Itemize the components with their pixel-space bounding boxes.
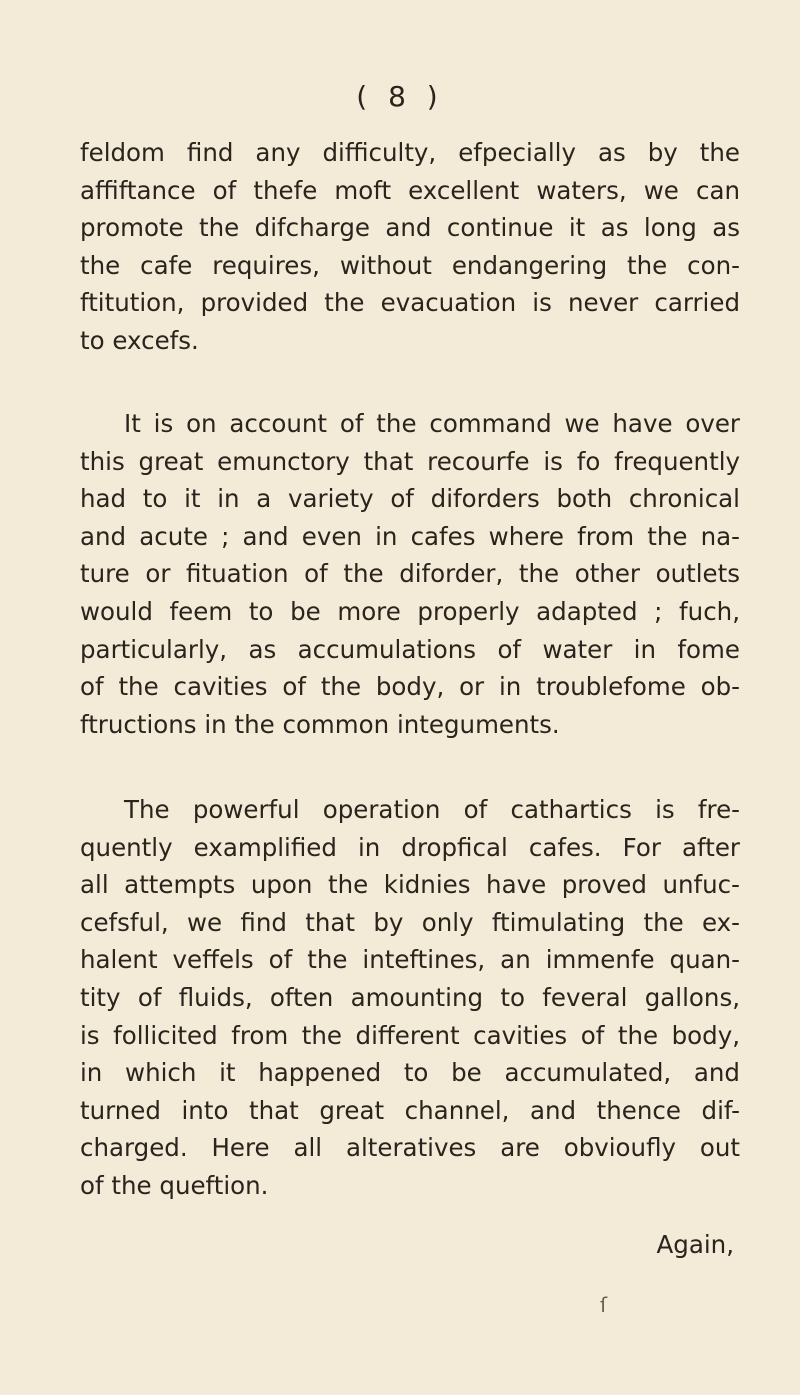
text-line: charged. Here all alteratives are obvioufly out: [80, 1133, 740, 1163]
text-line: feldom find any difficulty, efpecially as by the: [80, 138, 740, 167]
text-line: tity of fluids, often amounting to feveral gallons,: [80, 982, 740, 1012]
text-line: had to it in a variety of diforders both chronical: [80, 484, 740, 514]
text-line: The powerful operation of cathartics is fre-: [124, 795, 740, 824]
text-line: this great emunctory that recourfe is fo frequently: [80, 446, 740, 476]
text-line: It is on account of the command we have over: [124, 409, 740, 438]
signature-mark: ſ: [600, 1293, 608, 1317]
text-line: would feem to be more properly adapted ; fuch,: [80, 596, 740, 626]
text-line: halent veffels of the inteftines, an immenfe quan-: [80, 945, 740, 975]
text-line: quently examplified in dropfical cafes. For after: [80, 832, 740, 862]
text-line: the cafe requires, without endangering the con-: [80, 250, 740, 280]
text-line: particularly, as accumulations of water in fome: [80, 634, 740, 664]
catchword: Again,: [656, 1230, 734, 1259]
paragraph-3: [80, 791, 740, 1205]
text-line: ftructions in the common integuments.: [80, 709, 560, 739]
text-line: of the queftion.: [80, 1170, 269, 1200]
paragraph-1: [80, 134, 740, 360]
text-line: ftitution, provided the evacuation is never carried: [80, 288, 740, 318]
text-line: is follicited from the different cavities of the body,: [80, 1020, 740, 1050]
text-line: cefsful, we find that by only ftimulating the ex-: [80, 907, 740, 937]
text-line: to excefs.: [80, 325, 199, 355]
text-line: turned into that great channel, and thence dif-: [80, 1095, 740, 1125]
text-line: ture or fituation of the diforder, the other outlets: [80, 559, 740, 589]
page-number: ( 8 ): [356, 80, 444, 113]
text-line: all attempts upon the kidnies have proved unfuc-: [80, 870, 740, 900]
text-line: in which it happened to be accumulated, and: [80, 1058, 740, 1088]
text-line: and acute ; and even in cafes where from the na-: [80, 521, 740, 551]
text-line: of the cavities of the body, or in troublefome ob-: [80, 672, 740, 702]
text-line: affiftance of thefe moft excellent waters, we can: [80, 175, 740, 205]
text-line: promote the difcharge and continue it as long as: [80, 213, 740, 243]
paragraph-2: [80, 405, 740, 743]
